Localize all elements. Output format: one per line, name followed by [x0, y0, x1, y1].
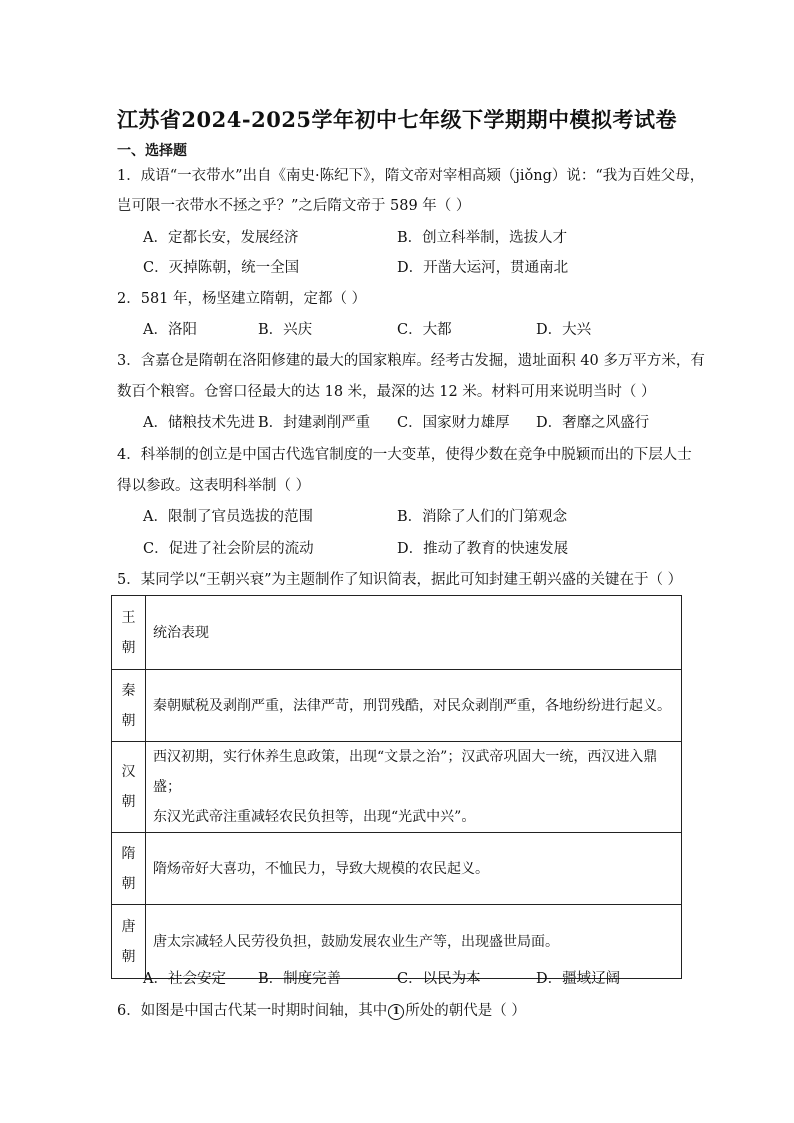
question-4-option-d: D．推动了教育的快速发展 — [397, 541, 569, 557]
question-5-option-a: A．社会安定 — [143, 971, 226, 987]
table-row — [112, 742, 682, 833]
table-cell-rule: 西汉初期，实行休养生息政策，出现“文景之治”；汉武帝巩固大一统，西汉进入鼎盛； 东汉光武帝注重减轻农民负担等，出现“光武中兴”。 — [146, 742, 682, 833]
table-cell-dynasty: 秦 朝 — [112, 670, 146, 742]
question-1-option-a: A．定都长安，发展经济 — [143, 230, 299, 246]
question-3-line-1: 3．含嘉仓是隋朝在洛阳修建的最大的国家粮库。经考古发掘，遗址面积 40 多万平方米，有 — [117, 353, 705, 369]
question-3-option-c: C．国家财力雄厚 — [397, 415, 510, 431]
question-2-line-1: 2．581 年，杨坚建立隋朝，定都（ ） — [117, 291, 367, 307]
question-2-option-b: B．兴庆 — [258, 322, 313, 338]
question-1-line-1: 1．成语“一衣带水”出自《南史·陈纪下》，隋文帝对宰相高颎（jiǒng）说：“我为百姓父母， — [117, 168, 705, 184]
question-1-option-d: D．开凿大运河，贯通南北 — [397, 260, 569, 276]
dynasty-table — [111, 595, 682, 979]
question-3-option-d: D．奢靡之风盛行 — [536, 415, 650, 431]
question-2-option-d: D．大兴 — [536, 322, 592, 338]
table-row — [112, 905, 682, 979]
table-cell-dynasty: 汉 朝 — [112, 742, 146, 833]
question-2-option-c: C．大都 — [397, 322, 452, 338]
question-4-option-a: A．限制了官员选拔的范围 — [143, 509, 313, 525]
table-cell-dynasty: 唐 朝 — [112, 905, 146, 979]
question-5-line-1: 5．某同学以“王朝兴衰”为主题制作了知识简表，据此可知封建王朝兴盛的关键在于（ ） — [117, 572, 683, 588]
question-1-line-2: 岂可限一衣带水不拯之乎？”之后隋文帝于 589 年（ ） — [117, 198, 471, 214]
question-1-option-b: B．创立科举制，选拔人才 — [397, 230, 568, 246]
table-cell-dynasty: 隋 朝 — [112, 833, 146, 905]
question-5-option-d: D．疆域辽阔 — [536, 971, 621, 987]
table-header-row — [112, 596, 682, 670]
section-heading: 一、选择题 — [117, 143, 187, 159]
question-4-line-2: 得以参政。这表明科举制（ ） — [117, 478, 311, 494]
table-header-rule: 统治表现 — [146, 596, 682, 670]
circled-number-marker: 1 — [388, 1004, 404, 1020]
question-2-option-a: A．洛阳 — [143, 322, 197, 338]
exam-title: 江苏省2024-2025学年初中七年级下学期期中模拟考试卷 — [116, 107, 678, 132]
table-row — [112, 670, 682, 742]
question-3-line-2: 数百个粮窖。仓窖口径最大的达 18 米，最深的达 12 米。材料可用来说明当时（ ） — [117, 384, 656, 400]
question-4-line-1: 4．科举制的创立是中国古代选官制度的一大变革，使得少数在竞争中脱颖而出的下层人士 — [117, 447, 692, 463]
question-4-option-b: B．消除了人们的门第观念 — [397, 509, 568, 525]
question-3-option-b: B．封建剥削严重 — [258, 415, 371, 431]
question-4-option-c: C．促进了社会阶层的流动 — [143, 541, 314, 557]
question-1-option-c: C．灭掉陈朝，统一全国 — [143, 260, 300, 276]
question-6-line-1: 6．如图是中国古代某一时期时间轴，其中 1 所处的朝代是（ ） — [117, 1003, 526, 1019]
table-header-dynasty: 王 朝 — [112, 596, 146, 670]
table-cell-rule: 隋炀帝好大喜功，不恤民力，导致大规模的农民起义。 — [146, 833, 682, 905]
table-cell-rule: 秦朝赋税及剥削严重，法律严苛，刑罚残酷，对民众剥削严重，各地纷纷进行起义。 — [146, 670, 682, 742]
question-5-option-c: C．以民为本 — [397, 971, 481, 987]
question-5-option-b: B．制度完善 — [258, 971, 342, 987]
table-row — [112, 833, 682, 905]
question-3-option-a: A．储粮技术先进 — [143, 415, 255, 431]
table-cell-rule: 唐太宗减轻人民劳役负担，鼓励发展农业生产等，出现盛世局面。 — [146, 905, 682, 979]
